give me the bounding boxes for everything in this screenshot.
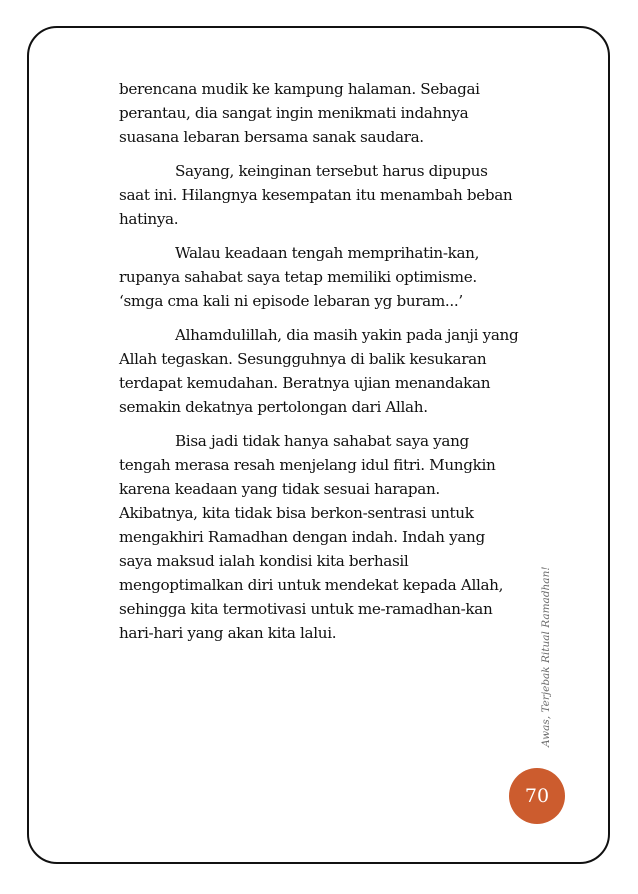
body-text [119, 77, 519, 655]
paragraph-3: Walau keadaan tengah memprihatin-kan, rupanya sahabat saya tetap memiliki optimisme. ‘smga cma kali ni episode lebaran yg buram...’ [119, 244, 480, 310]
page-number: 70 [524, 785, 550, 807]
paragraph-2: Sayang, keinginan tersebut harus dipupus saat ini. Hilangnya kesempatan itu menambah beban hatinya. [119, 162, 513, 228]
paragraph-1: berencana mudik ke kampung halaman. Sebagai perantau, dia sangat ingin menikmati indahnya suasana lebaran bersama sanak saudara. [119, 80, 480, 146]
page-number-badge [509, 768, 565, 824]
paragraph-4: Alhamdulillah, dia masih yakin pada janji yang Allah tegaskan. Sesungguhnya di balik kesukaran terdapat kemudahan. Beratnya ujian menandakan semakin dekatnya pertolongan dari Allah. [119, 326, 519, 416]
running-book-title: Awas, Terjebak Ritual Ramadhan! [540, 566, 552, 747]
paragraph-5: Bisa jadi tidak hanya sahabat saya yang tengah merasa resah menjelang idul fitri. Mungkin karena keadaan yang tidak sesuai harapan. Akibatnya, kita tidak bisa berkon-sentrasi untuk mengakhiri Ramadhan dengan indah. Indah yang saya maksud ialah kondisi kita berhasil mengoptimalkan diri untuk mendekat kepada Allah, sehingga kita termotivasi untuk me-ramadhan-kan hari-hari yang akan kita lalui. [119, 432, 504, 642]
